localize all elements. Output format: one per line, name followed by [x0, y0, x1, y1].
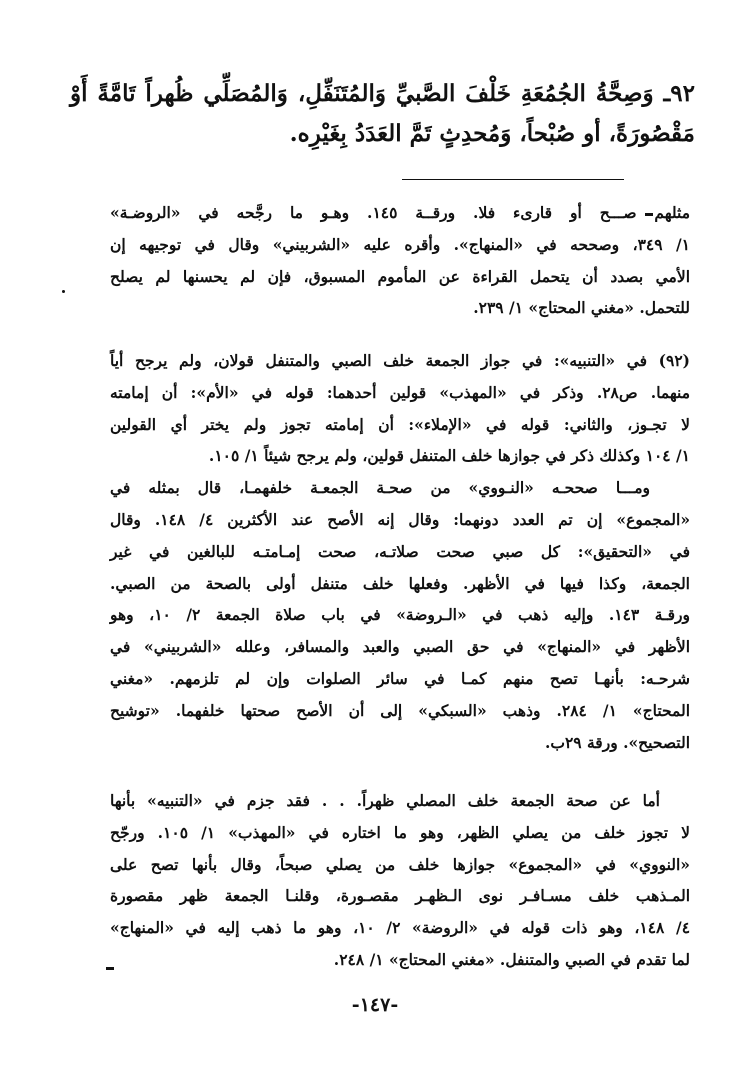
- footnote-line: منهما. ص٢٨. وذكر في «المهذب» قولين أحدهما: قوله في «الأم»: أن إمامته: [110, 382, 690, 402]
- footnote-line: (٩٢) في «التنبيه»: في جواز الجمعة خلف الصبي والمتنفل قولان، ولم يرجح أياً: [110, 351, 690, 370]
- footnote-line: ومـــا صححـه «النـووي» من صحـة الجمعـة خلفهمـا، قال بمثله في: [110, 478, 650, 498]
- margin-dot: [62, 290, 65, 293]
- footnote-92-continued: [110, 785, 690, 976]
- footnote-line: ورقـة ١٤٣. وإليه ذهب في «الـروضة» في باب صلاة الجمعة ٢/ ١٠، وهو: [110, 605, 690, 625]
- footnote-line: الجمعة، وكذا فيها في الأظهر. وفعلها خلف متنفل أولى بالصحة من الصبي.: [110, 573, 690, 593]
- footnote-line: التصحيح». ورقة ٢٩ب.: [544, 732, 690, 752]
- footnote-end-marker: [106, 967, 114, 970]
- footnote-line: لا تجـوز، والثاني: قوله في «الإملاء»: أن إمامته تجوز ولم يختر أي القولين: [110, 414, 690, 434]
- footnote-line: ٤/ ١٤٨، وهو ذات قوله في «الروضة» ٢/ ١٠، وهو ما ذهب إليه في «المنهاج»: [110, 918, 691, 938]
- footnote-line: ١/ ٣٤٩، وصححه في «المنهاج». وأقره عليه «الشربيني» وقال في توجيهه إن: [110, 234, 690, 254]
- footnote-line: أما عن صحة الجمعة خلف المصلي ظهراً. . . فقد جزم في «التنبيه» بأنها: [110, 791, 660, 810]
- footnote-line: لما تقدم في الصبي والمتنفل. «مغني المحتاج» ١/ ٢٤٨.: [333, 949, 690, 969]
- footnote-line: «النووي» في «المجموع» جوازها خلف من يصلي صبحاً، وقال بأنها تصح على: [110, 854, 690, 874]
- footnote-line: مثلهم صـــح أو قارىء فلا. ورقــة ١٤٥. وهـو ما رجَّحه في «الروضـة»: [110, 203, 690, 222]
- footnote-line: لا تجوز خلف من يصلي الظهر، وهو ما اختاره في «المهذب» ١/ ١٠٥. ورجّح: [110, 822, 690, 842]
- footnote-line: المحتاج» ١/ ٢٨٤. وذهب «السبكي» إلى أن الأصح صحتها خلفهما. «توشيح: [110, 700, 691, 720]
- footnote-line: المـذهب خلف مسـافـر نوى الـظهـر مقصـورة، وقلنـا الجمعة ظهر مقصورة: [110, 886, 690, 906]
- main-text-paragraph: ٩٢ـ وَصِحَّةُ الجُمُعَةِ خَلْفَ الصَّبيِّ وَالمُتَنَفِّلِ، وَالمُصَلِّي ظُهراً تَامَّةً أَوْ مَقْصُورَةً، أو صُبْحاً، وَمُحدِثٍ تَمَّ العَدَدُ بِغَيْرِه.: [70, 80, 695, 147]
- footnote-92: [110, 345, 690, 758]
- footnote-line: الأظهر في «المنهاج» في حق الصبي والعبد والمسافر، وعلله «الشربيني» في: [110, 637, 690, 657]
- footnote-continuation: [110, 197, 690, 324]
- footnote-line: الأمي بصدد أن يتحمل القراءة عن المأموم المسبوق، فإن لم يحسنها لم يصلح: [110, 266, 690, 286]
- page-number: -١٤٧-: [351, 994, 399, 1016]
- footnote-line: شرحـه: بأنهـا تصح منهم كمـا في سائر الصلوات وإن لم تلزمهم. «مغني: [110, 668, 690, 688]
- footnote-line: في «التحقيق»: كل صبي صحت صلاتـه، صحت إمـامتـه للبالغين في غير: [110, 541, 690, 561]
- footnote-line: ١/ ١٠٤ وكذلك ذكر في جوازها خلف المتنفل قولين، ولم يرجح شيئاً ١/ ١٠٥.: [208, 446, 690, 466]
- footnote-line: للتحمل. «مغني المحتاج» ١/ ٢٣٩.: [473, 298, 690, 318]
- footnote-line: «المجموع» إن تم العدد دونهما: وقال إنه الأصح عند الأكثرين ٤/ ١٤٨. وقال: [110, 509, 691, 529]
- footnote-separator-rule: [402, 179, 624, 180]
